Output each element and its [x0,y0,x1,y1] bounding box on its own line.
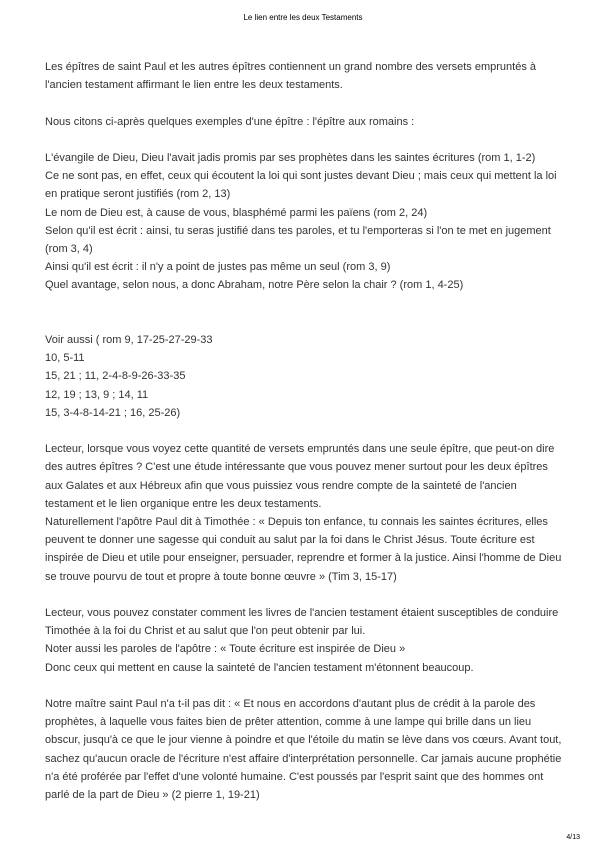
reader-paragraph: Lecteur, lorsque vous voyez cette quantité de versets empruntés dans une seule épître, que peut-on dire des autres épîtres ? C'est une étude intéressante que vous pouvez mener surtout pour les deux épîtres aux Galates et aux Hébreux afin que vous puissiez vous rendre compte de la sainteté de l'ancien testament et le lien organique entre les deux testaments. [45,443,555,510]
quote-line: Quel avantage, selon nous, a donc Abraham, notre Père selon la chair ? (rom 1, 4-25) [45,279,464,292]
spacer [45,677,565,695]
quote-line: Le nom de Dieu est, à cause de vous, blasphémé parmi les païens (rom 2, 24) [45,206,428,219]
peter-paragraph: Notre maître saint Paul n'a t-il pas dit : « Et nous en accordons d'autant plus de crédit à la parole des prophètes, à laquelle vous faites bien de prêter attention, comme à une lampe qui brille dans un lieu obscur, jusqu'à ce que le jour vienne à poindre et que l'étoile du matin se lève dans vos cœurs. Avant tout, sachez qu'aucun oracle de l'écriture n'est affaire d'interprétation personnelle. Car jamais aucune prophétie n'a été proférée par l'effet d'une volonté humaine. C'est poussés par l'esprit saint que des hommes ont parlé de la part de Dieu » (2 pierre 1, 19-21) [45,698,562,802]
page-number: 4/13 [566,834,580,841]
examples-intro: Nous citons ci-après quelques exemples d'une épître : l'épître aux romains : [45,115,415,128]
reference-line: 12, 19 ; 13, 9 ; 14, 11 [45,388,149,401]
quote-line: Selon qu'il est écrit : ainsi, tu seras justifié dans tes paroles, et tu l'emporteras si l'on te met en jugement (rom 3, 4) [45,224,551,255]
intro-paragraph: Les épîtres de saint Paul et les autres épîtres contiennent un grand nombre des versets empruntés à l'ancien testament affirmant le lien entre les deux testaments. [45,61,537,92]
quote-line: L'évangile de Dieu, Dieu l'avait jadis promis par ses prophètes dans les saintes écritures (rom 1, 1-2) [45,151,536,164]
timothy-paragraph: Naturellement l'apôtre Paul dit à Timothée : « Depuis ton enfance, tu connais les saintes écritures, elles peuvent te donner une sagesse qui conduit au salut par la foi dans le Christ Jésus. Toute écriture est inspirée de Dieu et utile pour enseigner, persuader, reprendre et former à la justice. Ainsi l'homme de Dieu se trouve pourvu de tout et propre à toute bonne œuvre » (Tim 3, 15-17) [45,516,562,583]
document-body [45,58,565,804]
quote-list [45,149,565,295]
spacer [45,131,565,149]
reference-list [45,331,565,422]
spacer [45,94,565,112]
quote-line: Ainsi qu'il est écrit : il n'y a point de justes pas même un seul (rom 3, 9) [45,261,391,274]
reader-line: Lecteur, vous pouvez constater comment les livres de l'ancien testament étaient susceptibles de conduire Timothée à la foi du Christ et au salut que l'on peut obtenir par lui. [45,607,559,638]
page-header-title: Le lien entre les deux Testaments [243,13,363,22]
reader-line: Noter aussi les paroles de l'apôtre : « Toute écriture est inspirée de Dieu » [45,643,406,656]
spacer [45,586,565,604]
spacer [45,295,565,331]
reference-line: 15, 21 ; 11, 2-4-8-9-26-33-35 [45,370,186,383]
reference-line: 10, 5-11 [45,352,85,365]
reference-line: Voir aussi ( rom 9, 17-25-27-29-33 [45,334,213,346]
reader-line: Donc ceux qui mettent en cause la sainteté de l'ancien testament m'étonnent beaucoup. [45,661,474,674]
reference-line: 15, 3-4-8-14-21 ; 16, 25-26) [45,406,181,419]
quote-line: Ce ne sont pas, en effet, ceux qui écoutent la loi qui sont justes devant Dieu ; mais ceux qui mettent la loi en pratique seront justifiés (rom 2, 13) [45,170,557,201]
spacer [45,422,565,440]
